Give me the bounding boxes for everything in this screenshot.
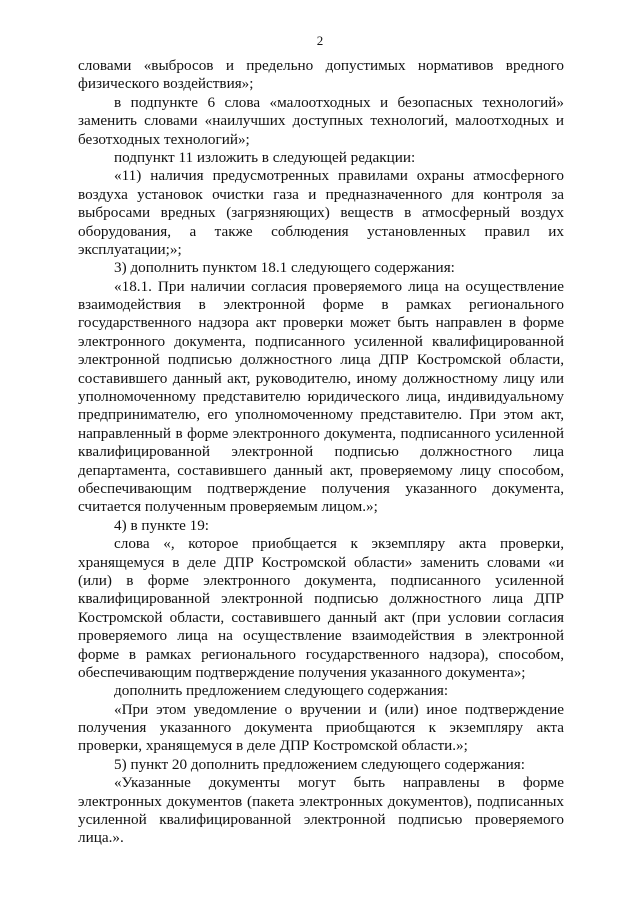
- text-line: электронных документов (пакета электронных документов), подписанных: [78, 792, 564, 810]
- text-line: эксплуатации;»;: [78, 240, 182, 258]
- page-number: 2: [316, 33, 324, 48]
- text-line: проверяемого лица на осуществление взаимодействия в электронной: [78, 627, 564, 645]
- text-line: форме в рамках регионального государственного надзора), способом,: [78, 645, 564, 663]
- text-line: обеспечивающим подтверждение получения указанного документа,: [78, 479, 564, 497]
- text-line: электронного документа, подписанного усиленной квалифицированной: [78, 332, 564, 350]
- text-line: словами «выбросов и предельно допустимых нормативов вредного: [78, 57, 564, 74]
- text-line: 5) пункт 20 дополнить предложением следующего содержания:: [114, 755, 526, 773]
- text-line: проверки, хранящемуся в деле ДПР Костромской области.»;: [78, 737, 468, 755]
- text-line: предпринимателю, его уполномоченному представителю. При этом акт,: [78, 406, 564, 424]
- text-line: слова «, которое приобщается к экземпляру акта проверки,: [114, 535, 564, 553]
- text-line: государственного надзора акт проверки может быть направлен в форме: [78, 314, 564, 332]
- text-line: департамента, составившего данный акт, проверяемому лицу способом,: [78, 461, 564, 479]
- text-line: оборудования, а также соблюдения установленных правил их: [78, 222, 564, 240]
- text-line: направленный в форме электронного документа, подписанного усиленной: [78, 424, 564, 442]
- text-line: получения указанного документа приобщаются к экземпляру акта: [78, 719, 564, 737]
- document-body: [78, 57, 564, 848]
- text-line: 3) дополнить пунктом 18.1 следующего содержания:: [114, 259, 455, 277]
- text-line: физического воздействия»;: [78, 75, 254, 93]
- text-line: выбросами вредных (загрязняющих) веществ в атмосферный воздух: [78, 204, 564, 222]
- text-line: «18.1. При наличии согласия проверяемого лица на осуществление: [114, 277, 564, 295]
- text-line: «При этом уведомление о вручении и (или) иное подтверждение: [114, 700, 564, 718]
- text-line: «11) наличия предусмотренных правилами охраны атмосферного: [114, 167, 564, 185]
- text-line: в подпункте 6 слова «малоотходных и безопасных технологий»: [114, 93, 564, 111]
- text-line: 4) в пункте 19:: [114, 516, 210, 534]
- text-line: хранящемуся в деле ДПР Костромской области» заменить словами «и: [78, 553, 564, 571]
- text-line: квалифицированной электронной подписью должностного лица: [78, 443, 564, 461]
- text-line: заменить словами «наилучших доступных технологий, малоотходных и: [78, 112, 564, 130]
- text-line: лица.».: [78, 829, 124, 847]
- text-line: квалифицированной электронной подписью должностного лица ДПР: [78, 590, 564, 608]
- text-line: уполномоченному представителю юридического лица, индивидуальному: [78, 388, 564, 406]
- text-line: считается полученным проверяемым лицом.»;: [78, 498, 378, 516]
- text-line: составившего данный акт, руководителю, иному должностному лицу или: [78, 369, 564, 387]
- text-line: безотходных технологий»;: [78, 130, 250, 148]
- text-line: усиленной квалифицированной электронной подписью проверяемого: [78, 811, 564, 829]
- text-line: обеспечивающим подтверждение получения указанного документа»;: [78, 663, 526, 681]
- text-line: воздуха установок очистки газа и предназначенного для контроля за: [78, 185, 564, 203]
- text-line: Костромской области, составившего данный акт (при условии согласия: [78, 608, 564, 626]
- text-line: взаимодействия в электронной форме в рамках регионального: [78, 296, 564, 314]
- text-line: (или) в форме электронного документа, подписанного усиленной: [78, 571, 564, 589]
- text-line: подпункт 11 изложить в следующей редакции:: [114, 148, 416, 166]
- text-line: дополнить предложением следующего содержания:: [114, 682, 449, 700]
- text-line: электронной подписью должностного лица ДПР Костромской области,: [78, 351, 564, 369]
- text-line: «Указанные документы могут быть направлены в форме: [114, 774, 564, 792]
